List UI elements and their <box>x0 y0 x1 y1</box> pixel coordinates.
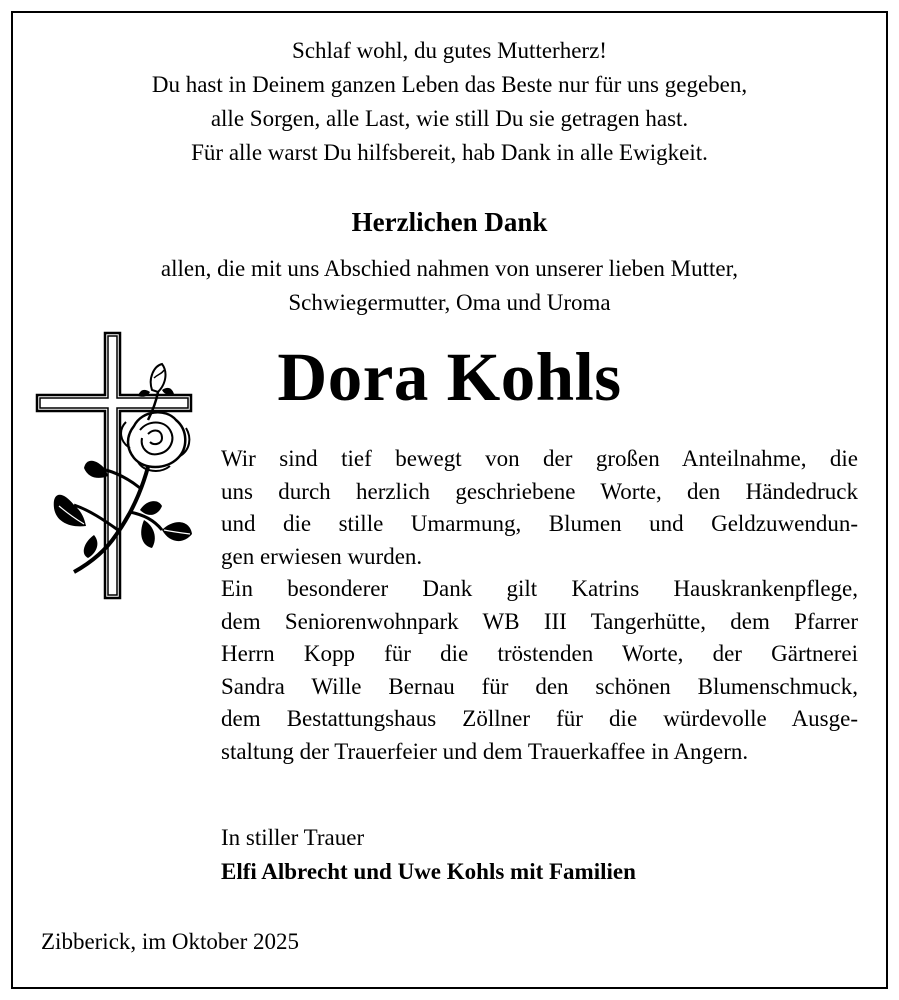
poem-line: Schlaf wohl, du gutes Mutterherz! <box>292 38 607 63</box>
body-line: Herrn Kopp für die tröstenden Worte, der Gärtnerei <box>221 641 858 666</box>
poem-line: alle Sorgen, alle Last, wie still Du sie getragen hast. <box>210 106 689 131</box>
body-line: Wir sind tief bewegt von der großen Anteilnahme, die <box>221 446 858 471</box>
body-line: Sandra Wille Bernau für den schönen Blumenschmuck, <box>221 673 858 699</box>
thanks-heading: Herzlichen Dank <box>351 207 548 237</box>
cross-with-rose-icon <box>34 330 200 602</box>
body-line: dem Seniorenwohnpark WB III Tangerhütte, dem Pfarrer <box>221 608 858 634</box>
deceased-name: Dora Kohls <box>277 339 622 415</box>
place-date: Zibberick, im Oktober 2025 <box>41 929 300 954</box>
poem-line: Du hast in Deinem ganzen Leben das Beste nur für uns gegeben, <box>151 72 748 97</box>
closing <box>221 821 636 889</box>
body-line: uns durch herzlich geschriebene Worte, den Händedruck <box>221 478 858 504</box>
closing-phrase: In stiller Trauer <box>221 825 365 850</box>
poem <box>0 34 899 170</box>
thanks-subtitle-line: allen, die mit uns Abschied nahmen von unserer lieben Mutter, <box>160 256 739 281</box>
thanks-subtitle-line: Schwiegermutter, Oma und Uroma <box>288 290 611 315</box>
body-text <box>221 443 858 768</box>
body-line: dem Bestattungshaus Zöllner für die würdevolle Ausge- <box>221 706 858 731</box>
body-line: gen erwiesen wurden. <box>221 543 423 569</box>
body-line: Ein besonderer Dank gilt Katrins Hauskrankenpflege, <box>221 576 858 601</box>
body-line: staltung der Trauerfeier und dem Trauerkaffee in Angern. <box>221 738 749 764</box>
signature: Elfi Albrecht und Uwe Kohls mit Familien <box>221 859 636 884</box>
poem-line: Für alle warst Du hilfsbereit, hab Dank in alle Ewigkeit. <box>191 140 708 165</box>
body-line: und die stille Umarmung, Blumen und Geldzuwendun- <box>221 511 858 536</box>
thanks-subtitle <box>0 252 899 320</box>
